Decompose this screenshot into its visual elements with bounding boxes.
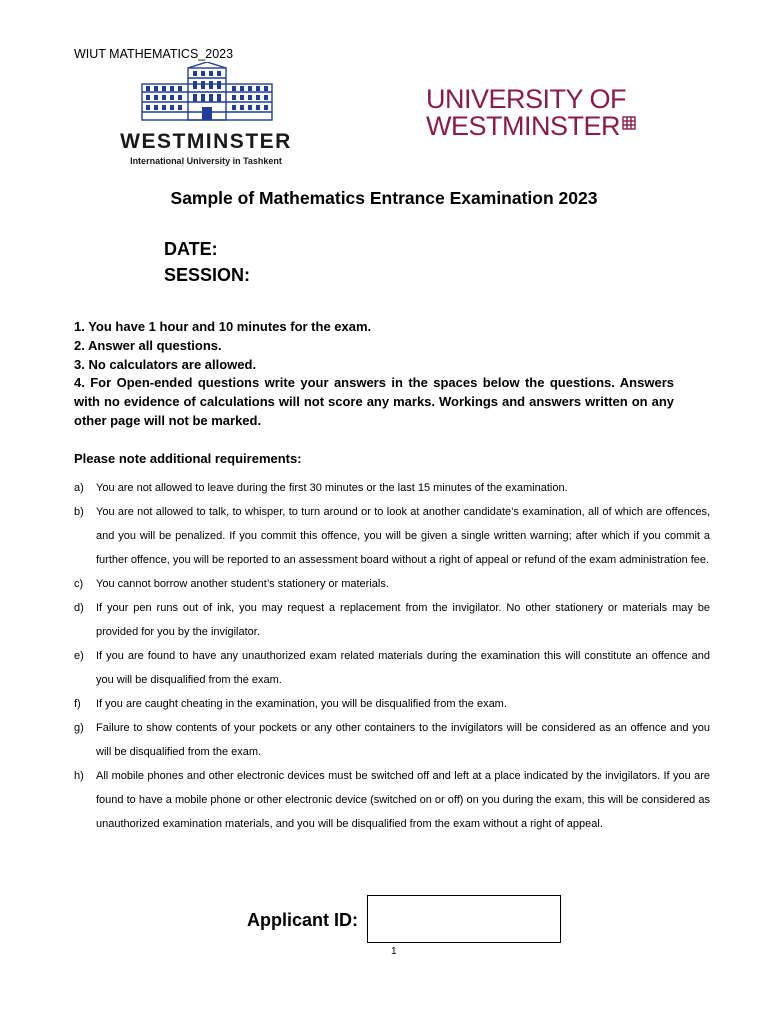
rule-item: 1. You have 1 hour and 10 minutes for the exam. <box>74 319 372 334</box>
applicant-id-box[interactable] <box>367 895 561 943</box>
requirements-list <box>74 476 710 836</box>
requirement-item <box>74 596 710 644</box>
requirement-text: You are not allowed to leave during the first 30 minutes or the last 15 minutes of the examination. <box>96 482 568 494</box>
requirement-letter: f) <box>74 698 81 710</box>
requirement-item <box>74 644 710 692</box>
wiut-logo <box>118 62 294 170</box>
requirement-letter: e) <box>74 650 84 662</box>
portcullis-icon <box>622 116 636 130</box>
wiut-logo-subtitle: International University in Tashkent <box>130 156 282 166</box>
requirement-item <box>74 764 710 836</box>
requirement-letter: d) <box>74 602 84 614</box>
applicant-id-label: Applicant ID: <box>247 910 358 930</box>
requirement-letter: h) <box>74 770 84 782</box>
exam-rules <box>74 318 674 431</box>
uow-logo-line2: WESTMINSTER <box>426 111 620 141</box>
requirement-text: You cannot borrow another student’s stationery or materials. <box>96 578 389 590</box>
requirement-item <box>74 500 710 572</box>
requirement-item <box>74 572 710 596</box>
rule-item: 3. No calculators are allowed. <box>74 356 257 372</box>
requirement-text: If you are caught cheating in the examination, you will be disqualified from the exam. <box>96 698 507 710</box>
requirement-text: All mobile phones and other electronic devices must be switched off and left at a place indicated by the invigilators. If you are found to have a mobile phone or other electronic device (switched on or off) on you during the exam, this will be considered as unauthorized examination materials, and you will be disqualified from the exam without a right of appeal. <box>96 770 710 830</box>
requirement-item <box>74 716 710 764</box>
building-icon <box>138 62 276 122</box>
page-title: Sample of Mathematics Entrance Examination 2023 <box>170 188 598 208</box>
date-label: DATE: <box>164 239 218 259</box>
rule-item: 2. Answer all questions. <box>74 337 222 353</box>
requirement-text: You are not allowed to talk, to whisper, to turn around or to look at another candidate’s examination, all of which are offences, and you will be penalized. If you commit this offence, you will be given a single written warning; after which if you commit a further offence, you will be reported to an assessment board without a right of appeal or refund of the exam administration fee. <box>96 506 710 566</box>
requirement-item <box>74 692 710 716</box>
requirement-text: Failure to show contents of your pockets or any other containers to the invigilators will be considered as an offence and you will be disqualified from the exam. <box>96 722 710 758</box>
uow-logo <box>426 86 636 140</box>
requirement-letter: g) <box>74 722 84 734</box>
header-label: WIUT MATHEMATICS_2023 <box>74 47 234 61</box>
requirement-letter: a) <box>74 482 84 494</box>
rule-item: 4. For Open-ended questions write your answers in the spaces below the questions. Answers with no evidence of calculations will not score any marks. Workings and answers written on any other page will not be marked. <box>74 375 674 428</box>
requirement-text: If you are found to have any unauthorized exam related materials during the examination this will constitute an offence and you will be disqualified from the exam. <box>96 650 710 686</box>
requirement-letter: c) <box>74 578 84 590</box>
wiut-logo-name: WESTMINSTER <box>120 130 292 153</box>
uow-logo-line1: UNIVERSITY OF <box>426 84 627 114</box>
page-number: 1 <box>391 946 397 957</box>
requirements-heading: Please note additional requirements: <box>74 451 302 466</box>
requirement-text: If your pen runs out of ink, you may request a replacement from the invigilator. No other stationery or materials may be provided for you by the invigilator. <box>96 602 710 638</box>
requirement-item <box>74 476 710 500</box>
requirement-letter: b) <box>74 506 84 518</box>
session-label: SESSION: <box>164 265 251 285</box>
